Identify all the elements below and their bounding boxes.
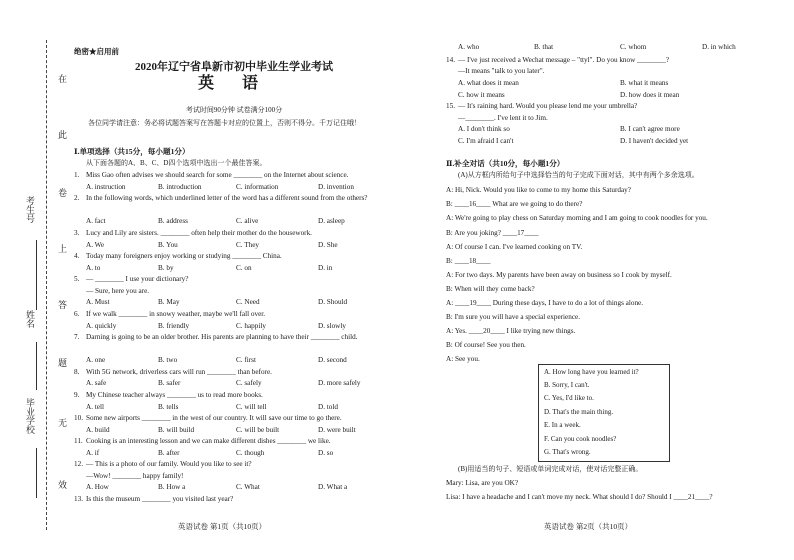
question bbox=[74, 228, 396, 239]
dialogue-line: B: When will they come back? bbox=[446, 285, 535, 293]
question-number: 12. bbox=[74, 460, 83, 468]
option-c[interactable]: C. how it means bbox=[458, 91, 505, 99]
question-number: 13. bbox=[74, 495, 83, 503]
dialogue-line: Mary: Lisa, are you OK? bbox=[446, 479, 519, 487]
section1-title: Ⅰ.单项选择（共15分，每小题1分） bbox=[74, 147, 190, 156]
option-d[interactable]: D. What a bbox=[318, 483, 348, 491]
option-b[interactable]: B. will build bbox=[158, 426, 195, 434]
dialogue-line: B: I'm sure you will have a special experience. bbox=[446, 313, 581, 321]
question-text: In the following words, which underlined letter of the word has a different sound from the others? bbox=[86, 194, 368, 202]
margin-char: 卷 bbox=[58, 188, 68, 198]
option-a[interactable]: A. who bbox=[458, 43, 480, 51]
option-b[interactable]: B. safer bbox=[158, 379, 181, 387]
option-b[interactable]: B. that bbox=[534, 43, 554, 51]
question-number: 5. bbox=[74, 275, 80, 283]
question-number: 15. bbox=[446, 102, 455, 110]
section1-instruction: 从下面各题的A、B、C、D四个选项中选出一个最佳答案。 bbox=[86, 159, 267, 167]
subject-title: 英 语 bbox=[197, 75, 270, 92]
option-a[interactable]: A. Must bbox=[86, 298, 110, 306]
option-c[interactable]: C. will tell bbox=[236, 403, 267, 411]
option-d[interactable]: D. She bbox=[318, 241, 338, 249]
question-number: 4. bbox=[74, 252, 80, 260]
section2-title: Ⅱ.补全对话（共10分，每小题1分） bbox=[446, 159, 565, 168]
notice-text: 各位同学请注意：务必将试题答案写在答题卡对应的位置上，否则不得分。千万记住哦！ bbox=[88, 119, 361, 127]
option-a[interactable]: A. safe bbox=[86, 379, 107, 387]
question bbox=[446, 101, 776, 112]
question-text: — It's raining hard. Would you please lend me your umbrella? bbox=[458, 102, 638, 110]
question-reply: —________. I've lent it to Jim. bbox=[458, 114, 548, 122]
option-c[interactable]: C. though bbox=[236, 449, 265, 457]
option-d[interactable]: D. told bbox=[318, 403, 338, 411]
question bbox=[74, 251, 396, 262]
question bbox=[74, 274, 396, 285]
school-line[interactable] bbox=[36, 448, 37, 498]
paper-title: 2020年辽宁省阜新市初中毕业生学业考试 bbox=[135, 61, 333, 73]
question-text: Some new airports ________ in the west of our country. It will save our time to go there. bbox=[86, 414, 342, 422]
option-d[interactable]: D. asleep bbox=[318, 217, 345, 225]
question-number: 9. bbox=[74, 391, 80, 399]
option-a[interactable]: A. quickly bbox=[86, 322, 117, 330]
question-number: 11. bbox=[74, 437, 83, 445]
question-text: — ________ I use your dictionary? bbox=[86, 275, 189, 283]
question-number: 10. bbox=[74, 414, 83, 422]
dialogue-line: Lisa: I have a headache and I can't move my neck. What should I do? Should I ____21____? bbox=[446, 493, 713, 501]
option-a[interactable]: A. what does it mean bbox=[458, 79, 519, 87]
binding-margin bbox=[0, 0, 72, 560]
option-b[interactable]: B. How a bbox=[158, 483, 186, 491]
dialogue-line: B: ____16____ What are we going to do there? bbox=[446, 200, 583, 208]
exam-number-line[interactable] bbox=[36, 240, 37, 310]
question-text: Lucy and Lily are sisters. ________ often help their mother do the housework. bbox=[86, 229, 312, 237]
option-c[interactable]: C. whom bbox=[620, 43, 647, 51]
question-number: 6. bbox=[74, 310, 80, 318]
name-line[interactable] bbox=[36, 342, 37, 390]
option-a[interactable]: A. I don't think so bbox=[458, 125, 510, 133]
box-option: E. In a week. bbox=[544, 421, 581, 429]
option-d[interactable]: D. slowly bbox=[318, 322, 346, 330]
option-d[interactable]: D. in bbox=[318, 264, 333, 272]
option-c[interactable]: C. first bbox=[236, 356, 256, 364]
option-b[interactable]: B. friendly bbox=[158, 322, 190, 330]
margin-char: 效 bbox=[58, 480, 68, 490]
margin-char: 答 bbox=[58, 300, 68, 310]
question bbox=[74, 332, 396, 343]
section2-instruction-a: (A)从方框内所给句子中选择恰当的句子完成下面对话，其中有两个多余选项。 bbox=[458, 171, 699, 179]
question bbox=[74, 367, 396, 378]
option-c[interactable]: C. safely bbox=[236, 379, 262, 387]
dialogue-line: A: See you. bbox=[446, 355, 480, 363]
question bbox=[74, 459, 396, 470]
option-d[interactable]: D. more safely bbox=[318, 379, 361, 387]
binding-dashed-line bbox=[46, 40, 47, 530]
option-b[interactable]: B. I can't agree more bbox=[620, 125, 680, 133]
option-d[interactable]: D. invention bbox=[318, 183, 354, 191]
question-reply: —Wow! ________ happy family! bbox=[86, 472, 184, 480]
question bbox=[446, 55, 776, 66]
question-reply: — Sure, here you are. bbox=[86, 287, 150, 295]
question-text: — I've just received a Wechat message – "ttyl". Do you know ________? bbox=[458, 56, 670, 64]
question bbox=[74, 413, 396, 424]
option-c[interactable]: C. will be built bbox=[236, 426, 280, 434]
margin-char: 无 bbox=[58, 418, 68, 428]
option-a[interactable]: A. fact bbox=[86, 217, 106, 225]
dialogue-line: B: Are you joking? ____17____ bbox=[446, 229, 539, 237]
option-a[interactable]: A. How bbox=[86, 483, 109, 491]
option-d[interactable]: D. I haven't decided yet bbox=[620, 137, 689, 145]
question bbox=[74, 170, 396, 181]
question-text: Miss Gao often advises we should search for some ________ on the Internet about science. bbox=[86, 171, 349, 179]
secret-label: 绝密★启用前 bbox=[74, 47, 119, 56]
option-a[interactable]: A. tell bbox=[86, 403, 104, 411]
options-box bbox=[538, 364, 670, 462]
margin-char: 此 bbox=[58, 130, 68, 140]
box-option: C. Yes, I'd like to. bbox=[544, 394, 594, 402]
exam-number-label: 考生号 bbox=[25, 196, 35, 223]
school-label: 毕业学校 bbox=[25, 398, 35, 434]
dialogue-line: A: Hi, Nick. Would you like to come to my home this Saturday? bbox=[446, 186, 631, 194]
option-c[interactable]: C. They bbox=[236, 241, 260, 249]
page-footer: 英语试卷 第2页（共10页） bbox=[544, 522, 633, 531]
dialogue-line: A: We're going to play chess on Saturday morning and I am going to cook noodles for you. bbox=[446, 214, 708, 222]
option-b[interactable]: B. after bbox=[158, 449, 180, 457]
option-b[interactable]: B. May bbox=[158, 298, 180, 306]
time-info: 考试时间90分钟 试卷满分100分 bbox=[185, 106, 283, 114]
box-option: A. How long have you learned it? bbox=[544, 368, 639, 376]
margin-char: 上 bbox=[58, 244, 68, 254]
option-a[interactable]: A. build bbox=[86, 426, 110, 434]
option-a[interactable]: A. instruction bbox=[86, 183, 126, 191]
option-d[interactable]: D. in which bbox=[702, 43, 736, 51]
question bbox=[74, 193, 396, 204]
question-text: With 5G network, driverless cars will run ________ than before. bbox=[86, 368, 272, 376]
question bbox=[74, 390, 396, 401]
question-text: Today many foreigners enjoy working or studying ________ China. bbox=[86, 252, 282, 260]
option-c[interactable]: C. information bbox=[236, 183, 279, 191]
option-c[interactable]: C. What bbox=[236, 483, 260, 491]
option-c[interactable]: C. I'm afraid I can't bbox=[458, 137, 514, 145]
question-text: Cooking is an interesting lesson and we can make different dishes ________ we like. bbox=[86, 437, 331, 445]
option-d[interactable]: D. were built bbox=[318, 426, 356, 434]
box-option: D. That's the main thing. bbox=[544, 408, 614, 416]
option-c[interactable]: C. Need bbox=[236, 298, 260, 306]
dialogue-line: A: Of course I can. I've learned cooking on TV. bbox=[446, 243, 583, 251]
question-reply: —It means "talk to you later". bbox=[458, 67, 545, 75]
option-b[interactable]: B. by bbox=[158, 264, 174, 272]
box-option: G. That's wrong. bbox=[544, 448, 591, 456]
box-option: B. Sorry, I can't. bbox=[544, 381, 590, 389]
question-text: If we walk ________ in snowy weather, maybe we'll fall over. bbox=[86, 310, 266, 318]
option-c[interactable]: C. happily bbox=[236, 322, 266, 330]
question bbox=[74, 436, 396, 447]
name-label: 姓名 bbox=[25, 310, 35, 328]
dialogue-line: B: ____18____ bbox=[446, 257, 491, 265]
dialogue-line: A: ____19____ During these days, I have to do a lot of things alone. bbox=[446, 299, 644, 307]
option-b[interactable]: B. introduction bbox=[158, 183, 202, 191]
question bbox=[74, 309, 396, 320]
option-b[interactable]: B. You bbox=[158, 241, 178, 249]
margin-char: 在 bbox=[58, 74, 68, 84]
option-d[interactable]: D. Should bbox=[318, 298, 348, 306]
option-a[interactable]: A. one bbox=[86, 356, 106, 364]
option-d[interactable]: D. how does it mean bbox=[620, 91, 680, 99]
option-d[interactable]: D. so bbox=[318, 449, 334, 457]
page-footer: 英语试卷 第1页（共10页） bbox=[178, 522, 267, 531]
dialogue-line: A: For two days. My parents have been away on business so I cook by myself. bbox=[446, 271, 672, 279]
question-number: 1. bbox=[74, 171, 80, 179]
option-a[interactable]: A. if bbox=[86, 449, 100, 457]
question-number: 2. bbox=[74, 194, 80, 202]
option-b[interactable]: B. address bbox=[158, 217, 188, 225]
option-b[interactable]: B. two bbox=[158, 356, 178, 364]
question-text: — This is a photo of our family. Would you like to see it? bbox=[86, 460, 252, 468]
option-a[interactable]: A. to bbox=[86, 264, 101, 272]
dialogue-line: B: Of course! See you then. bbox=[446, 341, 526, 349]
option-c[interactable]: C. on bbox=[236, 264, 252, 272]
option-b[interactable]: B. what it means bbox=[620, 79, 669, 87]
option-b[interactable]: B. tells bbox=[158, 403, 179, 411]
dialogue-line: A: Yes. ____20____ I like trying new things. bbox=[446, 327, 576, 335]
question-number: 8. bbox=[74, 368, 80, 376]
box-option: F. Can you cook noodles? bbox=[544, 435, 617, 443]
section2-instruction-b: (B)用适当的句子、短语或单词完成对话，使对话完整正确。 bbox=[458, 465, 643, 473]
option-d[interactable]: D. second bbox=[318, 356, 347, 364]
margin-char: 题 bbox=[58, 358, 68, 368]
option-c[interactable]: C. alive bbox=[236, 217, 259, 225]
question-text: Darning is going to be an older brother. His parents are planning to have their ________ child. bbox=[86, 333, 358, 341]
option-a[interactable]: A. We bbox=[86, 241, 105, 249]
question bbox=[74, 494, 396, 505]
question-number: 3. bbox=[74, 229, 80, 237]
question-text: My Chinese teacher always ________ us to read more books. bbox=[86, 391, 263, 399]
question-number: 14. bbox=[446, 56, 455, 64]
question-number: 7. bbox=[74, 333, 80, 341]
question-text: Is this the museum ________ you visited last year? bbox=[86, 495, 234, 503]
